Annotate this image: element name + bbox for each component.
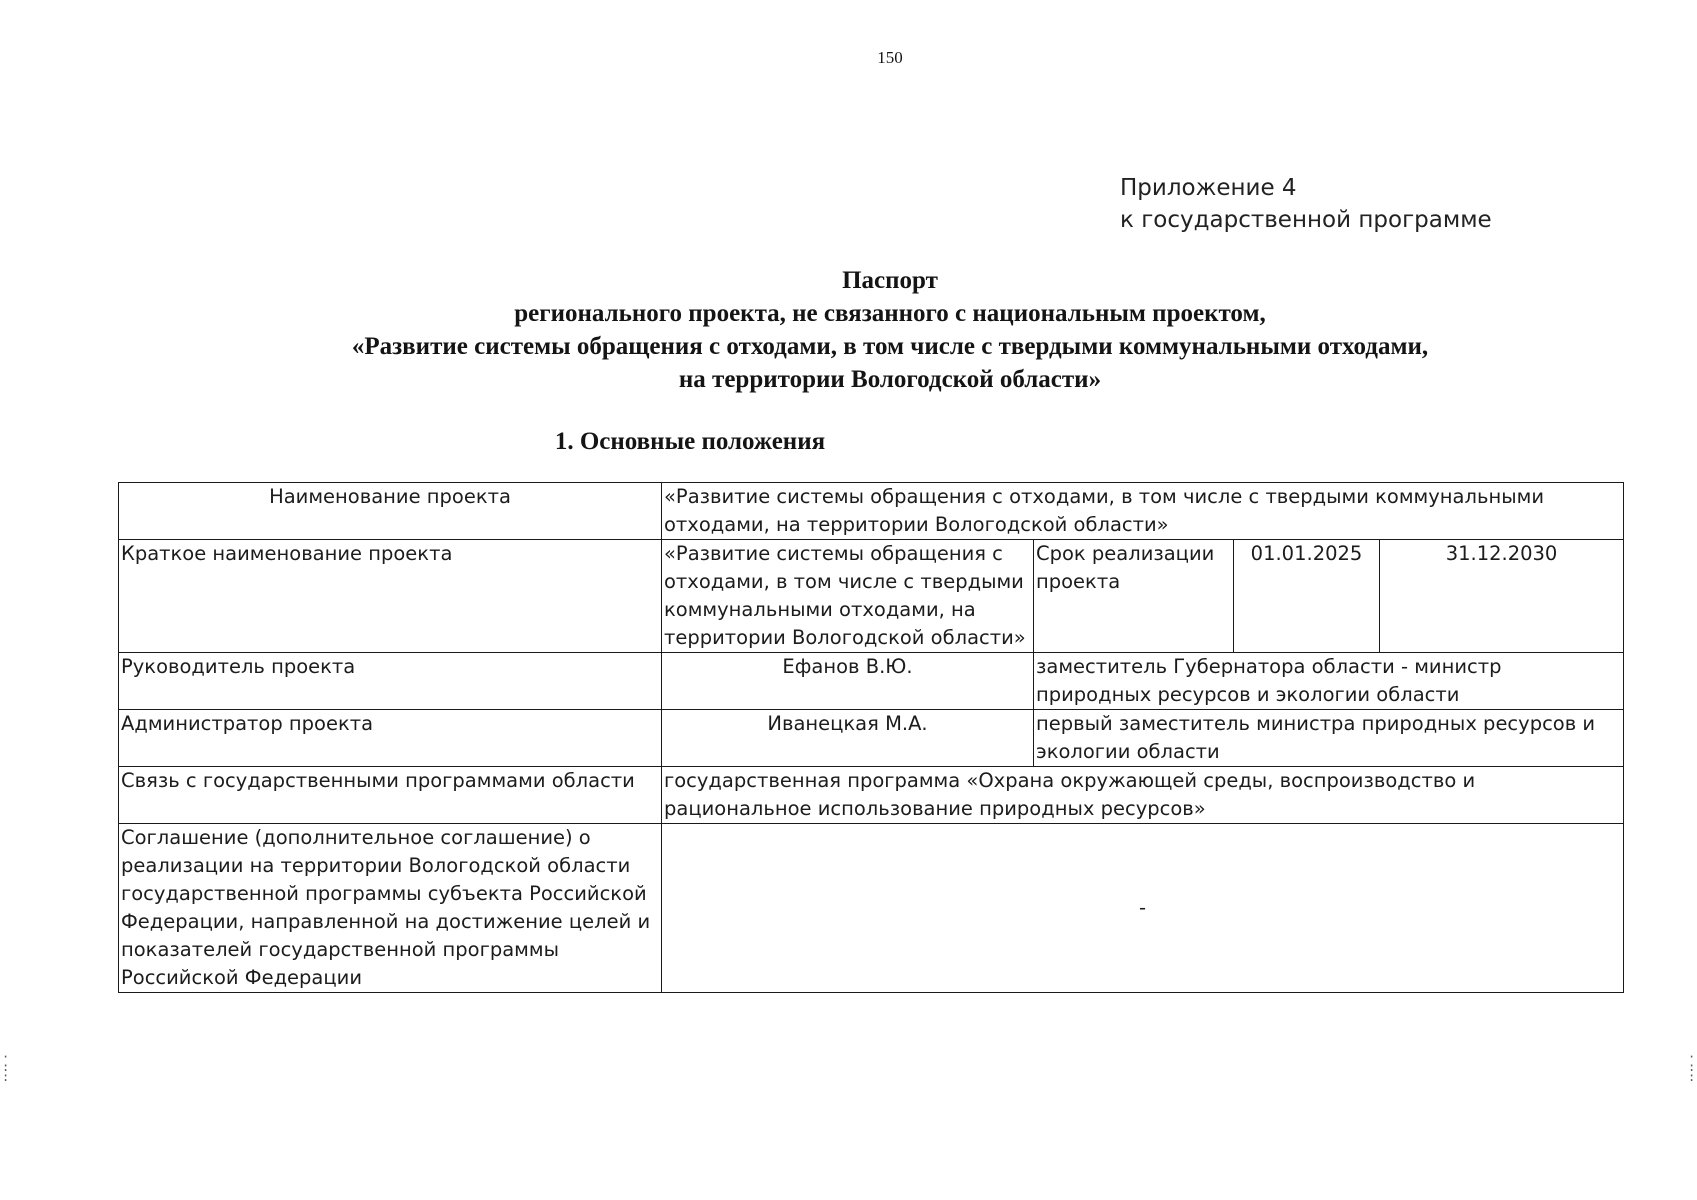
table-row-project-name (119, 483, 1624, 540)
title-line-2: регионального проекта, не связанного с национальным проектом, (514, 300, 1266, 327)
program-link-value: государственная программа «Охрана окружающей среды, воспроизводство и рациональное использование природных ресурсов» (662, 767, 1624, 824)
head-position: заместитель Губернатора области - министр природных ресурсов и экологии области (1034, 653, 1624, 710)
head-name: Ефанов В.Ю. (662, 653, 1034, 710)
appendix-note (1120, 172, 1492, 236)
section-title: 1. Основные положения (554, 428, 826, 455)
project-name-value: «Развитие системы обращения с отходами, в том числе с твердыми коммунальными отходами, на территории Вологодской области» (662, 483, 1624, 540)
table-row-short-name (119, 540, 1624, 653)
table-row-project-head (119, 653, 1624, 710)
appendix-line-2: к государственной программе (1120, 207, 1492, 233)
admin-label: Администратор проекта (119, 710, 662, 767)
term-end-date: 31.12.2030 (1380, 540, 1624, 653)
title-line-4: на территории Вологодской области» (678, 366, 1102, 393)
short-name-value: «Развитие системы обращения с отходами, в том числе с твердыми коммунальными отходами, на территории Вологодской области» (662, 540, 1034, 653)
right-edge-mark: · : : (1688, 1050, 1696, 1084)
appendix-line-1: Приложение 4 (1120, 175, 1297, 201)
agreement-label: Соглашение (дополнительное соглашение) о реализации на территории Вологодской области государственной программы субъекта Российской Федерации, направленной на достижение целей и показателей государственной программы Российской Федерации (119, 824, 662, 993)
agreement-value: - (662, 824, 1624, 993)
short-name-label: Краткое наименование проекта (119, 540, 662, 653)
title-line-3: «Развитие системы обращения с отходами, в том числе с твердыми коммунальными отходами, (351, 333, 1429, 360)
head-label: Руководитель проекта (119, 653, 662, 710)
term-label: Срок реализации проекта (1034, 540, 1234, 653)
title-line-1: Паспорт (842, 267, 938, 294)
left-edge-mark: · : : (2, 1050, 10, 1084)
document-title (200, 264, 1580, 396)
table-row-program-link (119, 767, 1624, 824)
table-row-project-admin (119, 710, 1624, 767)
passport-table (118, 482, 1624, 993)
table-row-agreement (119, 824, 1624, 993)
page-number: 150 (877, 48, 903, 67)
term-start-date: 01.01.2025 (1234, 540, 1380, 653)
project-name-label: Наименование проекта (119, 483, 662, 540)
program-link-label: Связь с государственными программами области (119, 767, 662, 824)
admin-name: Иванецкая М.А. (662, 710, 1034, 767)
admin-position: первый заместитель министра природных ресурсов и экологии области (1034, 710, 1624, 767)
